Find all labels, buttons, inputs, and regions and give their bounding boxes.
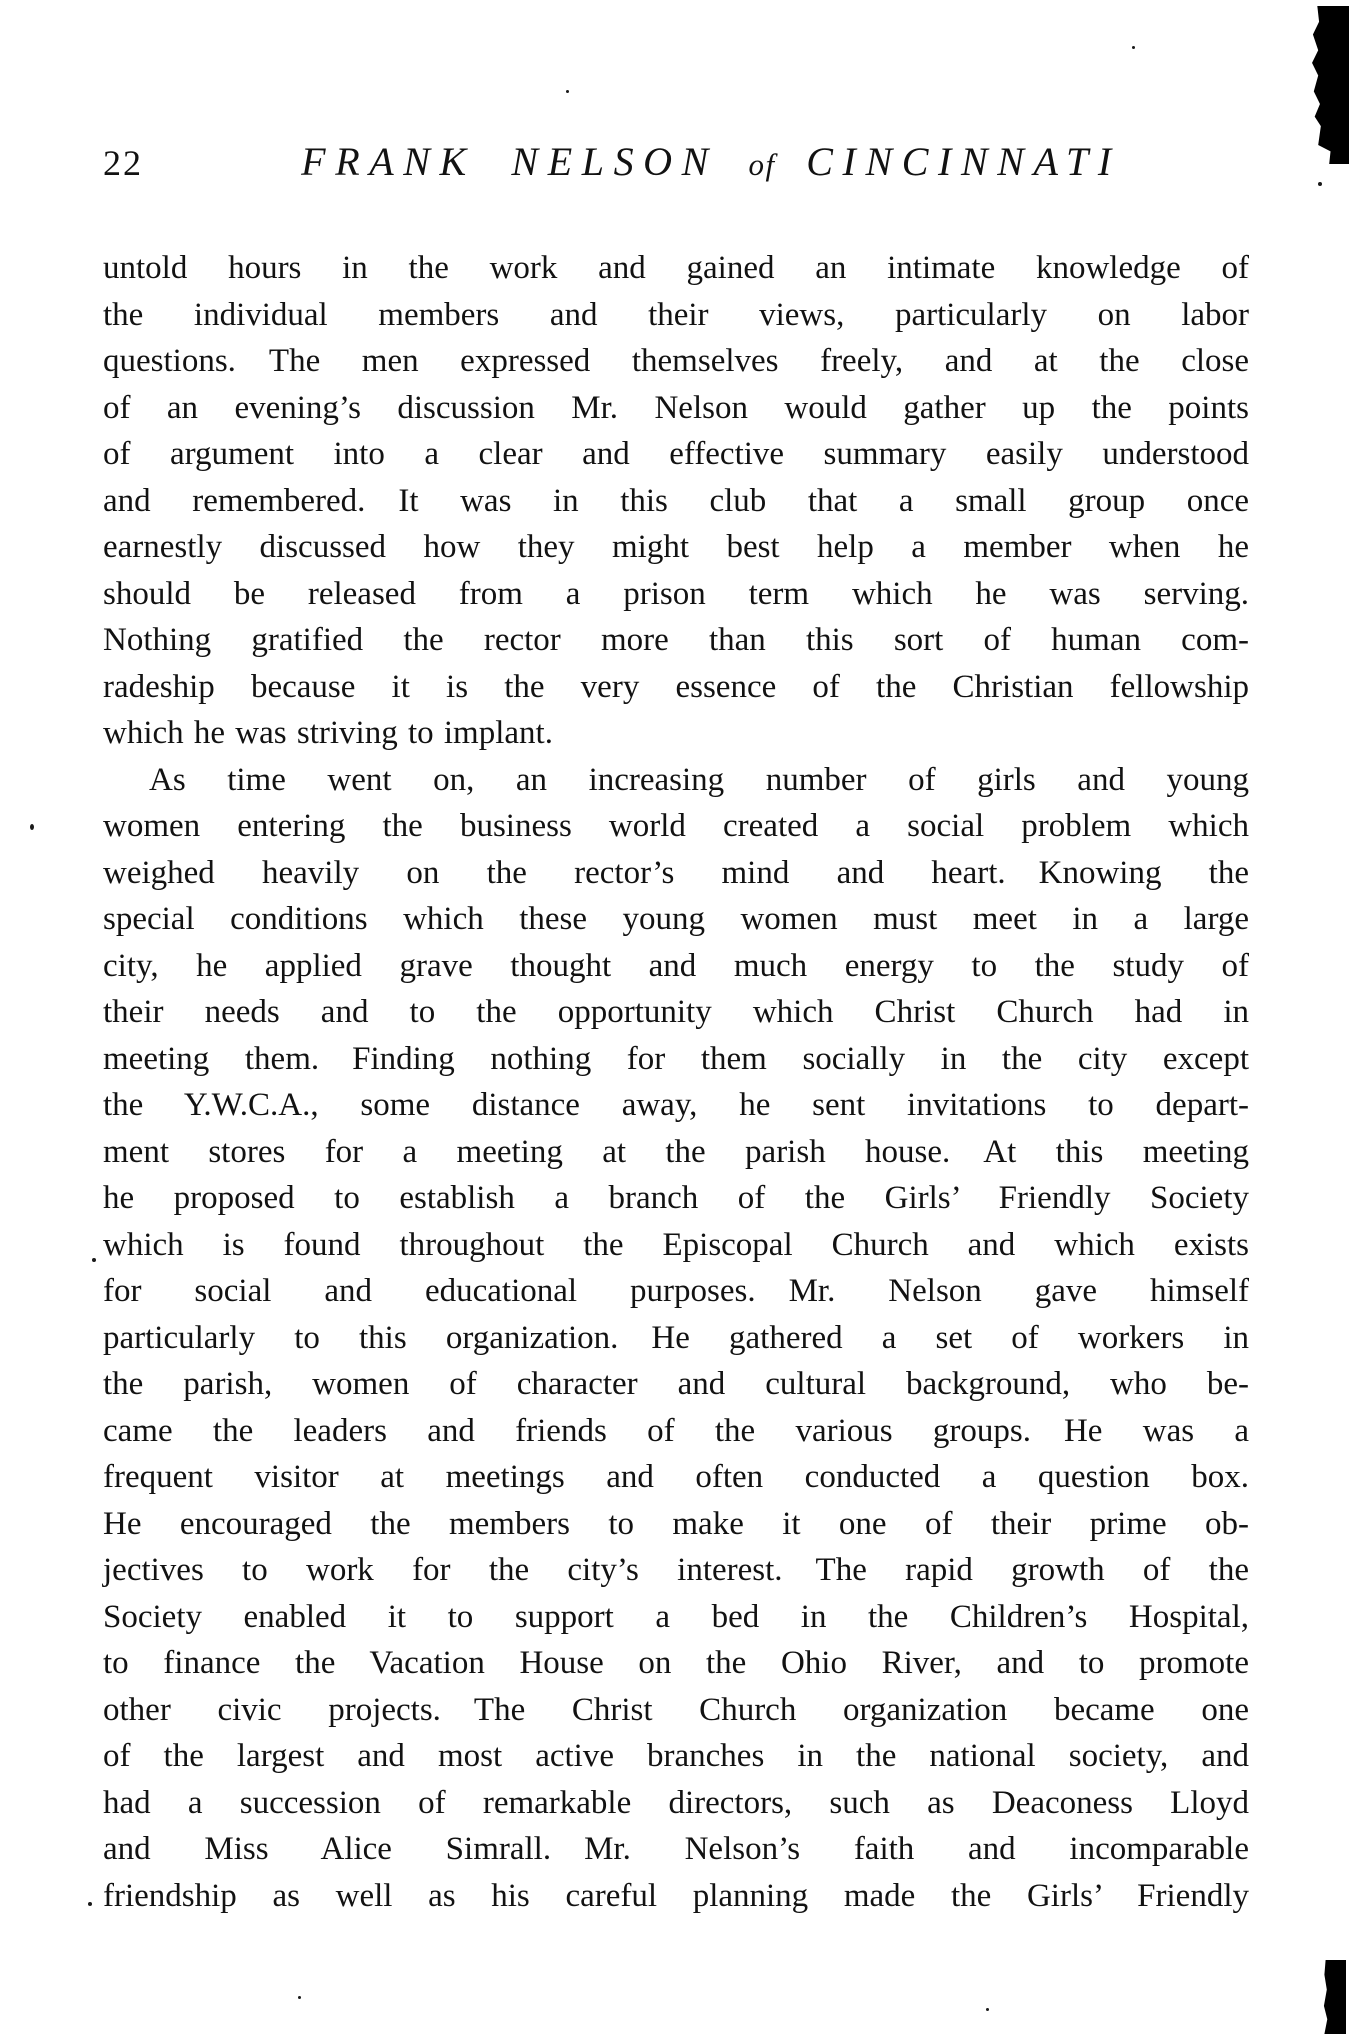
scan-speck (986, 2008, 989, 2011)
running-title-word: FRANK (301, 139, 476, 184)
text-line: meeting them. Finding nothing for them socially in the city except (103, 1040, 1249, 1077)
text-line: untold hours in the work and gained an intimate knowledge of (103, 250, 1249, 286)
text-line: their needs and to the opportunity which Christ Church had in (103, 994, 1249, 1030)
text-line: As time went on, an increasing number of girls and young (149, 761, 1249, 798)
text-line: and remembered. It was in this club that a small group once (103, 482, 1249, 519)
text-line: Society enabled it to support a bed in the Children’s Hospital, (103, 1598, 1249, 1635)
text-line: of argument into a clear and effective summary easily understood (103, 436, 1249, 472)
text-line: which he was striving to implant. (103, 715, 553, 751)
text-line: city, he applied grave thought and much energy to the study of (103, 947, 1249, 984)
text-line: earnestly discussed how they might best help a member when he (103, 529, 1249, 565)
page-number: 22 (103, 143, 143, 183)
text-line: of the largest and most active branches in the national society, and (103, 1738, 1249, 1774)
text-line: had a succession of remarkable directors, such as Deaconess Lloyd (103, 1784, 1249, 1821)
text-line: radeship because it is the very essence of the Christian fellowship (103, 668, 1249, 705)
scan-speck (92, 1258, 96, 1262)
scan-speck (1318, 182, 1322, 186)
scan-speck (298, 1996, 301, 1999)
text-line: should be released from a prison term which he was serving. (103, 575, 1249, 612)
text-line: special conditions which these young women must meet in a large (103, 901, 1249, 937)
text-line: came the leaders and friends of the various groups. He was a (103, 1412, 1249, 1449)
text-line: to finance the Vacation House on the Ohio River, and to promote (103, 1645, 1249, 1681)
text-line: of an evening’s discussion Mr. Nelson would gather up the points (103, 389, 1249, 426)
scan-artifact-top-right (1305, 6, 1349, 164)
text-line: questions. The men expressed themselves freely, and at the close (103, 343, 1249, 379)
scan-speck (30, 824, 34, 830)
text-line: jectives to work for the city’s interest. The rapid growth of the (103, 1552, 1249, 1588)
running-title-word: NELSON (511, 139, 718, 184)
text-line: the Y.W.C.A., some distance away, he sent invitations to depart- (103, 1087, 1249, 1123)
text-line: women entering the business world created a social problem which (103, 808, 1249, 844)
scan-speck (1132, 46, 1135, 49)
text-line: He encouraged the members to make it one of their prime ob- (103, 1505, 1249, 1542)
text-line: particularly to this organization. He gathered a set of workers in (103, 1319, 1249, 1356)
scan-speck (88, 1902, 92, 1906)
text-line: Nothing gratified the rector more than this sort of human com- (103, 622, 1249, 658)
text-line: weighed heavily on the rector’s mind and heart. Knowing the (103, 854, 1249, 891)
text-line: other civic projects. The Christ Church organization became one (103, 1691, 1249, 1728)
scan-speck (566, 90, 569, 93)
running-title-word-of: of (748, 147, 776, 182)
running-title-word: CINCINNATI (806, 139, 1121, 184)
text-line: which is found throughout the Episcopal Church and which exists (103, 1226, 1249, 1263)
page-header (103, 138, 1249, 190)
text-line: the individual members and their views, particularly on labor (103, 296, 1249, 333)
text-line: for social and educational purposes. Mr. Nelson gave himself (103, 1273, 1249, 1309)
text-line: frequent visitor at meetings and often conducted a question box. (103, 1459, 1249, 1495)
text-line: friendship as well as his careful planning made the Girls’ Friendly (103, 1877, 1249, 1914)
text-line: the parish, women of character and cultural background, who be- (103, 1366, 1249, 1402)
body-text (103, 245, 1249, 1919)
text-line: he proposed to establish a branch of the Girls’ Friendly Society (103, 1180, 1249, 1216)
running-title (143, 138, 1249, 185)
scan-artifact-bottom-right (1322, 1960, 1346, 2034)
text-line: ment stores for a meeting at the parish house. At this meeting (103, 1133, 1249, 1170)
text-line: and Miss Alice Simrall. Mr. Nelson’s faith and incomparable (103, 1831, 1249, 1867)
